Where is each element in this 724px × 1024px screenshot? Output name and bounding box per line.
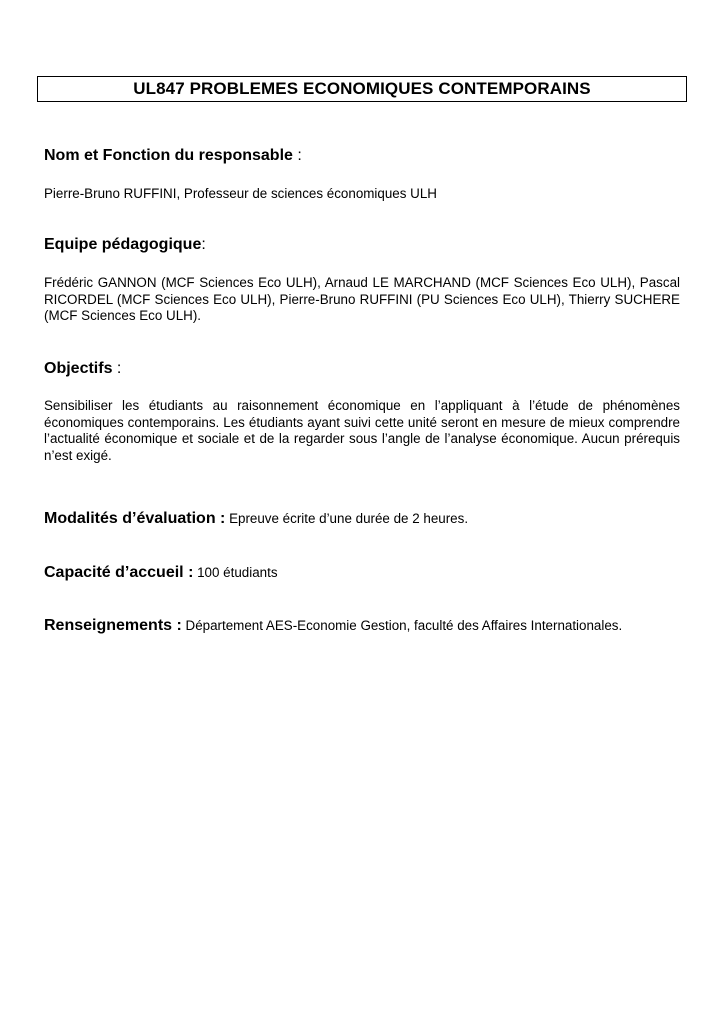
course-title: UL847 PROBLEMES ECONOMIQUES CONTEMPORAINS — [133, 79, 591, 98]
course-title-box — [37, 76, 687, 102]
renseignements-value: Département AES-Economie Gestion, faculté des Affaires Internationales. — [181, 618, 623, 633]
capacite-row — [44, 564, 278, 582]
equipe-text: Frédéric GANNON (MCF Sciences Eco ULH), Arnaud LE MARCHAND (MCF Sciences Eco ULH), Pascal RICORDEL (MCF Sciences Eco ULH), Pierre-Bruno RUFFINI (PU Sciences Eco ULH), Thierry SUCHERE (MCF Sciences Eco ULH). — [44, 275, 680, 323]
capacite-label: Capacité d’accueil : — [44, 564, 194, 581]
objectifs-heading-label: Objectifs — [44, 360, 113, 377]
equipe-heading — [44, 236, 206, 254]
renseignements-label: Renseignements : — [44, 617, 182, 634]
renseignements-row — [44, 617, 622, 635]
responsable-heading-label: Nom et Fonction du responsable — [44, 147, 293, 164]
responsable-text: Pierre-Bruno RUFFINI, Professeur de sciences économiques ULH — [44, 186, 437, 201]
capacite-value: 100 étudiants — [193, 565, 278, 580]
modalites-label: Modalités d’évaluation : — [44, 510, 226, 527]
equipe-heading-suffix: : — [201, 236, 206, 253]
objectifs-text: Sensibiliser les étudiants au raisonnement économique en l’appliquant à l’étude de phénomènes économiques contemporains. Les étudiants ayant suivi cette unité seront en mesure de mieux comprendre l’actualité économique et sociale et de la regarder sous l’angle de l’analyse économique. Aucun prérequis n’est exigé. — [44, 398, 680, 463]
modalites-row — [44, 510, 468, 528]
equipe-heading-label: Equipe pédagogique — [44, 236, 202, 253]
objectifs-heading-suffix: : — [112, 360, 122, 377]
modalites-value: Epreuve écrite d’une durée de 2 heures. — [225, 511, 469, 526]
responsable-heading-suffix: : — [292, 147, 302, 164]
objectifs-heading — [44, 360, 121, 378]
responsable-heading — [44, 147, 302, 165]
